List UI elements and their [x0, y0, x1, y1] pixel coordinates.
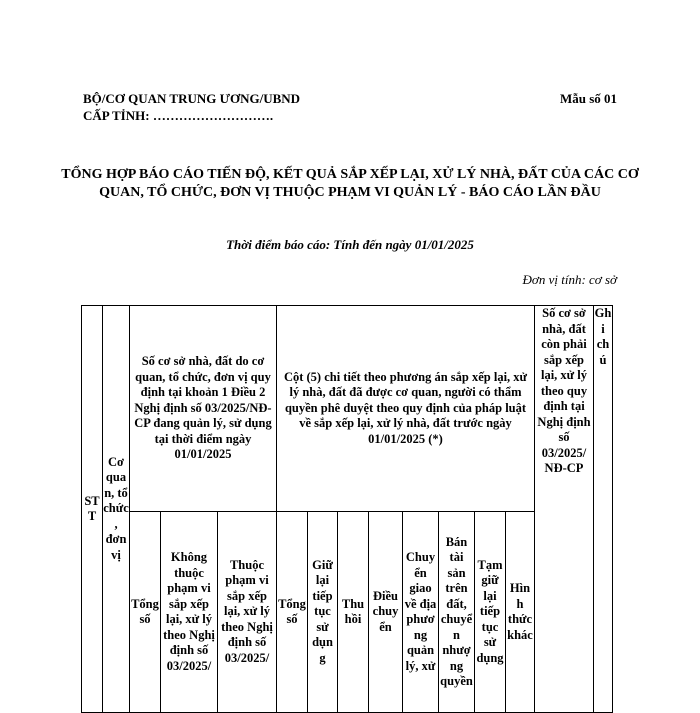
report-table [81, 305, 613, 713]
form-number: Mẫu số 01 [559, 91, 617, 106]
col-stt: STT [82, 306, 103, 713]
sub-total-1: Tổng số [130, 512, 161, 713]
group-col5-header: Cột (5) chi tiết theo phương án sắp xếp lại, xử lý nhà, đất đã được cơ quan, người có thẩm quyền phê duyệt theo quy định của pháp luật về sắp xếp lại, xử lý nhà, đất trước ngày 01/01/2025 (*) [277, 306, 535, 512]
sub-sell-assets: Bán tài sản trên đất, chuyển nhượng quyền [439, 512, 475, 713]
sub-transfer: Điều chuyển [369, 512, 403, 713]
agency-line-1: BỘ/CƠ QUAN TRUNG ƯƠNG/UBND [83, 91, 301, 106]
sub-local-handover: Chuyển giao về địa phương quản lý, xử [403, 512, 439, 713]
unit-label: Đơn vị tính: cơ sở [522, 272, 617, 287]
col-notes: Ghi chú [594, 306, 613, 713]
col-agency: Cơ quan, tổ chức, đơn vị [103, 306, 130, 713]
document-title: TỔNG HỢP BÁO CÁO TIẾN ĐỘ, KẾT QUẢ SẮP XẾP LẠI, XỬ LÝ NHÀ, ĐẤT CỦA CÁC CƠ QUAN, TỔ CHỨC, ĐƠN VỊ THUỘC PHẠM VI QUẢN LÝ - BÁO CÁO LẦN ĐẦU [61, 167, 639, 200]
sub-other-form: Hình thức khác [506, 512, 535, 713]
sub-total-2: Tổng số [277, 512, 308, 713]
sub-not-in-scope: Không thuộc phạm vi sắp xếp lại, xử lý theo Nghị định số 03/2025/ [161, 512, 218, 713]
sub-keep-using: Giữ lại tiếp tục sử dụng [308, 512, 338, 713]
agency-header [83, 90, 300, 124]
report-time: Thời điểm báo cáo: Tính đến ngày 01/01/2025 [226, 237, 474, 252]
group-facilities-header: Số cơ sở nhà, đất do cơ quan, tổ chức, đơn vị quy định tại khoản 1 Điều 2 Nghị định số 03/2025/NĐ-CP đang quản lý, sử dụng tại thời điểm ngày 01/01/2025 [130, 306, 277, 512]
agency-line-2: CẤP TỈNH: ………………………. [83, 108, 274, 123]
sub-in-scope: Thuộc phạm vi sắp xếp lại, xử lý theo Nghị định số 03/2025/ [218, 512, 277, 713]
sub-revoke: Thu hồi [338, 512, 369, 713]
sub-temp-keep: Tạm giữ lại tiếp tục sử dụng [475, 512, 506, 713]
group-remaining-header: Số cơ sở nhà, đất còn phải sắp xếp lại, xử lý theo quy định tại Nghị định số 03/2025/ NĐ-CP [535, 306, 594, 713]
